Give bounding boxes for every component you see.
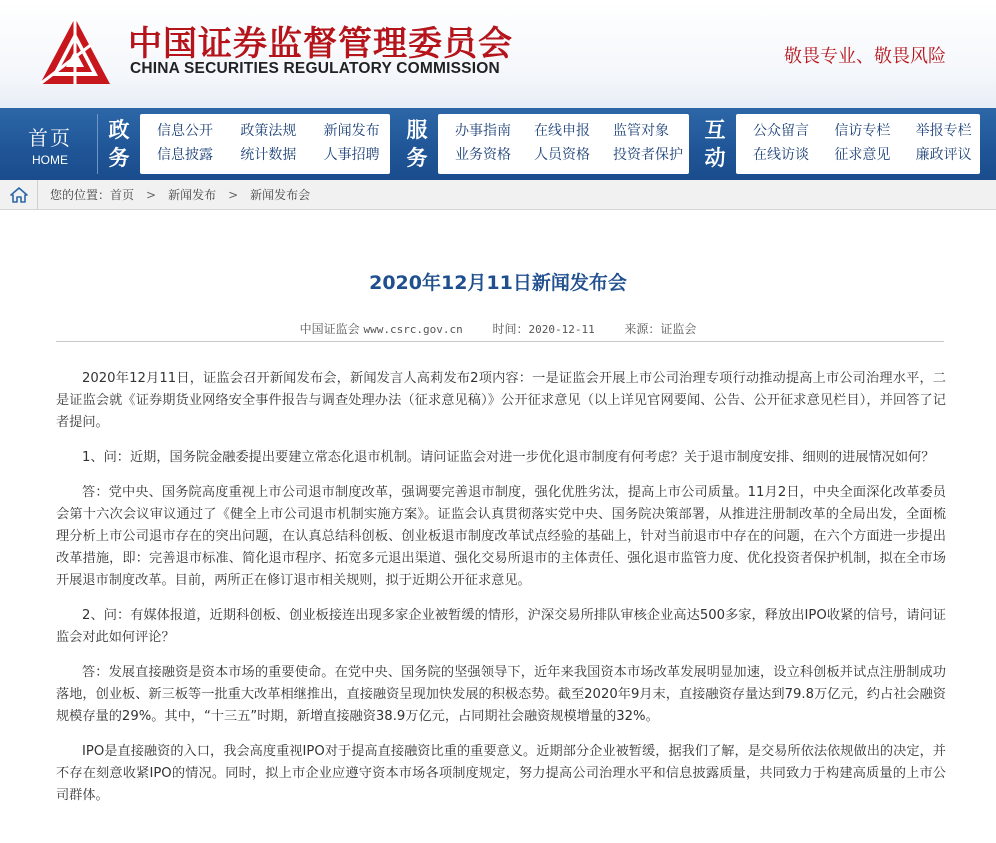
meta-divider — [56, 341, 944, 342]
breadcrumb-item-news[interactable]: 新闻发布 — [168, 188, 217, 202]
nav-divider — [97, 114, 98, 174]
site-title[interactable]: 中国证券监督管理委员会 — [128, 24, 513, 64]
nav-link-report[interactable]: 举报专栏 — [915, 123, 972, 139]
home-label: 首页 — [28, 126, 72, 150]
nav-link-info-disclosure[interactable]: 信息披露 — [157, 147, 213, 163]
article-paragraph: IPO是直接融资的入口，我会高度重视IPO对于提高直接融资比重的重要意义。近期部分企业被暂缓，据我们了解，是交易所依法依规做出的决定，并不存在刻意收紧IPO的情况。同时，拟上市企业应遵守资本市场各项制度规定，努力提高公司治理水平和信息披露质量，共同致力于构建高质量的上市公司群体。 — [56, 744, 946, 803]
article-paragraph: 答：发展直接融资是资本市场的重要使命。在党中央、国务院的坚强领导下，近年来我国资本市场改革发展明显加速，设立科创板并试点注册制成功落地，创业板、新三板等一批重大改革相继推出，直接融资呈现加快发展的积极态势。截至2020年9月末，直接融资存量达到79.8万亿元，约占社会融资规模存量的29%。其中，“十三五”时期，新增直接融资38.9万亿元，占同期社会融资规模增量的32%。 — [56, 665, 946, 724]
breadcrumb-item-home[interactable]: 首页 — [110, 188, 135, 202]
nav-panel-government — [140, 114, 390, 174]
nav-link-investor-protection[interactable]: 投资者保护 — [613, 147, 683, 163]
site-title-english: CHINA SECURITIES REGULATORY COMMISSION — [130, 60, 500, 77]
article-paragraph: 1、问：近期，国务院金融委提出要建立常态化退市机制。请问证监会对进一步优化退市制度有何考虑？关于退市制度安排、细则的进展情况如何？ — [82, 450, 935, 465]
breadcrumb — [0, 180, 996, 210]
nav-link-online-filing[interactable]: 在线申报 — [534, 123, 590, 139]
nav-link-regulated-entities[interactable]: 监管对象 — [613, 123, 669, 139]
nav-home-button[interactable] — [10, 108, 90, 180]
article-paragraph: 答：党中央、国务院高度重视上市公司退市制度改革，强调要完善退市制度，强化优胜劣汰，提高上市公司质量。11月2日，中央全面深化改革委员会第十六次会议审议通过了《健全上市公司退市机制实施方案》。证监会认真贯彻落实党中央、国务院决策部署，从推进注册制改革的全局出发，全面梳理分析上市公司退市存在的突出问题，在认真总结科创板、创业板退市制度改革试点经验的基础上，针对当前退市中存在的问题，在六个方面进一步提出改革措施，即：完善退市标准、简化退市程序、拓宽多元退出渠道、强化交易所退市的主体责任、强化退市监管力度、优化投资者保护机制，拟在全市场开展退市制度改革。目前，两所正在修订退市相关规则，拟于近期公开征求意见。 — [56, 485, 946, 588]
nav-panel-interaction — [736, 114, 980, 174]
nav-category-government: 政务 — [108, 118, 130, 170]
article-title: 2020年12月11日新闻发布会 — [369, 272, 627, 294]
nav-category-interaction: 互动 — [704, 118, 726, 170]
breadcrumb-separator: > — [146, 187, 157, 202]
nav-link-policy-regulations[interactable]: 政策法规 — [240, 123, 297, 139]
meta-time-label: 时间： — [492, 322, 529, 336]
meta-time-value: 2020-12-11 — [528, 323, 595, 336]
article-paragraph: 2020年12月11日，证监会召开新闻发布会，新闻发言人高莉发布2项内容：一是证监会开展上市公司治理专项行动推动提高上市公司治理水平，二是证监会就《证券期货业网络安全事件报告与调查处理办法（征求意见稿）》公开征求意见（以上详见官网要闻、公告、公开征求意见栏目），并回答了记者提问。 — [56, 371, 946, 430]
meta-url[interactable]: www.csrc.gov.cn — [363, 323, 463, 336]
breadcrumb-prefix: 您的位置： — [50, 188, 111, 202]
article-meta — [0, 320, 996, 337]
article-paragraph: 2、问：有媒体报道，近期科创板、创业板接连出现多家企业被暂缓的情形，沪深交易所排队审核企业高达500多家，释放出IPO收紧的信号，请问证监会对此如何评论？ — [56, 608, 946, 645]
breadcrumb-separator: > — [228, 187, 239, 202]
site-header — [0, 0, 996, 108]
article-body — [56, 368, 946, 820]
meta-origin-label: 来源： — [624, 322, 661, 336]
nav-panel-service — [438, 114, 689, 174]
nav-link-news-release[interactable]: 新闻发布 — [323, 123, 380, 139]
csrc-logo-icon[interactable] — [38, 16, 112, 88]
nav-link-personnel-qualification[interactable]: 人员资格 — [534, 147, 590, 163]
meta-source: 中国证监会 — [299, 322, 360, 336]
nav-link-statistics[interactable]: 统计数据 — [240, 147, 297, 163]
breadcrumb-home-button[interactable] — [0, 180, 38, 210]
nav-link-online-interview[interactable]: 在线访谈 — [753, 147, 809, 163]
nav-link-recruitment[interactable]: 人事招聘 — [323, 147, 380, 163]
nav-link-guide[interactable]: 办事指南 — [455, 123, 511, 139]
nav-link-solicit-opinions[interactable]: 征求意见 — [834, 147, 891, 163]
nav-link-business-qualification[interactable]: 业务资格 — [455, 147, 511, 163]
nav-category-service: 服务 — [406, 118, 428, 170]
breadcrumb-item-press-conference[interactable]: 新闻发布会 — [250, 188, 311, 202]
nav-link-petition[interactable]: 信访专栏 — [834, 123, 891, 139]
meta-origin-value: 证监会 — [660, 322, 697, 336]
nav-link-integrity-review[interactable]: 廉政评议 — [915, 147, 972, 163]
home-icon — [10, 187, 28, 203]
slogan: 敬畏专业、敬畏风险 — [784, 46, 946, 67]
home-label-english: HOME — [32, 153, 68, 167]
nav-link-public-message[interactable]: 公众留言 — [753, 123, 809, 139]
nav-link-info-disclosure-public[interactable]: 信息公开 — [157, 123, 213, 139]
main-nav — [0, 108, 996, 180]
